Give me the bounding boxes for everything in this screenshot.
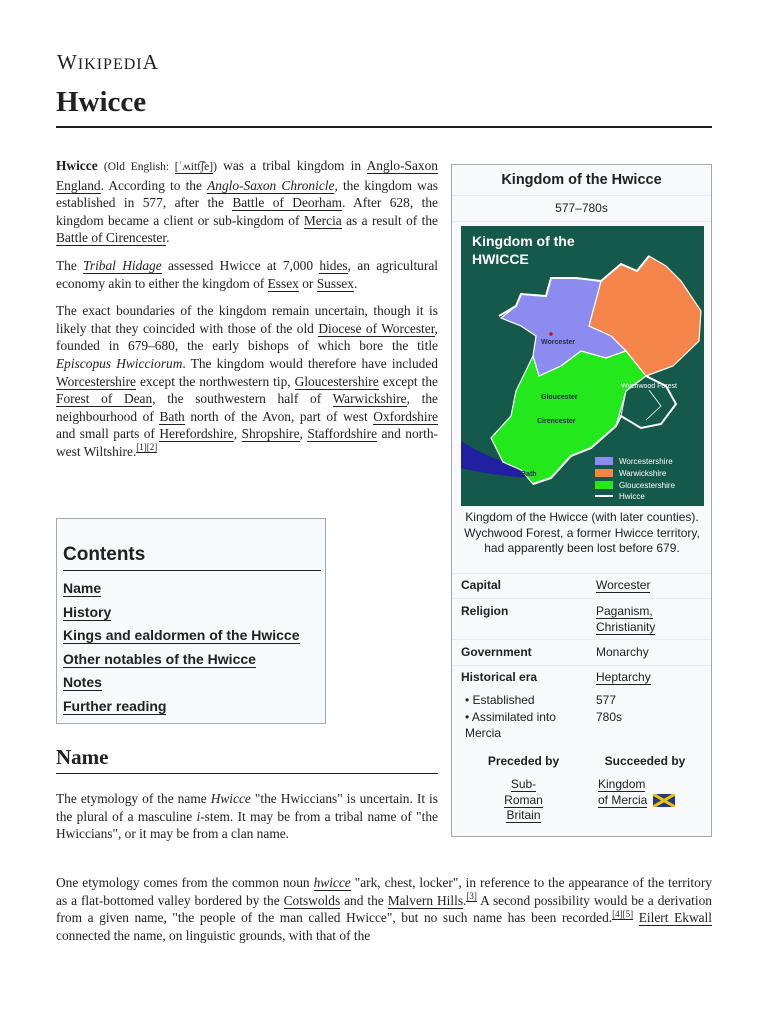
name-section-p2: One etymology comes from the common noun hwicce "ark, chest, locker", in reference to the appearance of the territory as a flat-bottomed valley bordered by the Cotswolds and the Malvern Hills.[3] A second possibility would be a derivation from a given name, "the people of the man called Hwicce", but no such name has been recorded.[4][5] Eilert Ekwall connected the name, on linguistic grounds, with that of the <box>56 875 712 943</box>
map-title-1: Kingdom of the <box>472 233 575 249</box>
link-shropshire[interactable]: Shropshire <box>241 426 300 442</box>
link-oxfordshire[interactable]: Oxfordshire <box>373 408 438 424</box>
term-name: Hwicce <box>56 158 98 173</box>
infobox-divider <box>452 573 711 574</box>
link-paganism[interactable]: Paganism, <box>596 604 653 618</box>
link-cotswolds[interactable]: Cotswolds <box>283 892 341 908</box>
toc-list <box>63 577 319 719</box>
legend-swatch-worcestershire <box>595 457 613 465</box>
link-anglo-saxon-england[interactable]: Anglo-Saxon England <box>56 158 439 193</box>
map-label-gloucester: Gloucester <box>541 394 578 401</box>
link-anglo-saxon-chronicle[interactable]: Anglo-Saxon Chronicle <box>207 177 335 193</box>
infobox-divider <box>452 221 711 222</box>
religion-label: Religion <box>461 604 509 618</box>
link-forest-of-dean[interactable]: Forest of Dean <box>56 391 153 407</box>
boundaries-paragraph: The exact boundaries of the kingdom remain uncertain, though it is likely that they coincided with those of the old Diocese of Worcester, founded in 679–680, the early bishops of which bore the title Episcopus Hwicciorum. The kingdom would therefore have included Worcestershire except the northwestern tip, Gloucestershire except the Forest of Dean, the southwestern half of Warwickshire, the neighbourhood of Bath north of the Avon, part of west Oxfordshire and small parts of Herefordshire, Shropshire, Staffordshire and north-west Wiltshire.[1][2] <box>56 303 438 459</box>
table-of-contents <box>56 518 326 724</box>
capital-label: Capital <box>461 578 502 592</box>
section-divider <box>56 773 438 774</box>
link-heptarchy[interactable]: Heptarchy <box>596 670 651 684</box>
succeeded-by-link[interactable]: Kingdom of Mercia <box>598 777 708 808</box>
legend-worcestershire: Worcestershire <box>619 457 673 466</box>
infobox-divider <box>452 598 711 599</box>
link-warwickshire[interactable]: Warwickshire <box>332 391 407 407</box>
ref-4[interactable]: [4] <box>612 908 623 919</box>
toc-item-notables[interactable]: Other notables of the Hwicce <box>63 650 256 667</box>
government-label: Government <box>461 645 532 659</box>
infobox <box>451 164 712 837</box>
ipa-link[interactable]: [ˈʍitt͡ʃe] <box>174 161 214 173</box>
legend-swatch-warwickshire <box>595 469 613 477</box>
toc-item-notes[interactable]: Notes <box>63 674 102 691</box>
hwicce-map[interactable] <box>461 226 704 506</box>
link-worcester[interactable]: Worcester <box>596 578 651 592</box>
intro-paragraph: Hwicce (Old English: [ˈʍitt͡ʃe]) was a tribal kingdom in Anglo-Saxon England. According to the Anglo-Saxon Chronicle, the kingdom was established in 577, after the Battle of Deorham. After 628, the kingdom became a client or sub-kingdom of Mercia as a result of the Battle of Cirencester. <box>56 158 439 246</box>
toc-item-kings[interactable]: Kings and ealdormen of the Hwicce <box>63 627 300 644</box>
legend-warwickshire: Warwickshire <box>619 469 667 478</box>
map-label-worcester: Worcester <box>541 339 576 346</box>
preceded-by-link[interactable]: Sub- Roman Britain <box>504 777 543 822</box>
infobox-divider <box>452 195 711 196</box>
title-divider <box>56 126 712 128</box>
link-malvern-hills[interactable]: Malvern Hills <box>387 892 464 908</box>
toc-title: Contents <box>63 544 321 571</box>
link-gloucestershire[interactable]: Gloucestershire <box>294 373 379 389</box>
link-hwicce-noun[interactable]: hwicce <box>313 875 351 890</box>
lang-label: Old English: <box>107 161 170 173</box>
map-label-cirencester: Cirencester <box>537 418 576 425</box>
link-staffordshire[interactable]: Staffordshire <box>307 426 378 442</box>
link-christianity[interactable]: Christianity <box>596 619 656 634</box>
link-herefordshire[interactable]: Herefordshire <box>159 426 234 442</box>
link-essex[interactable]: Essex <box>267 275 299 291</box>
toc-item-name[interactable]: Name <box>63 580 102 596</box>
legend-swatch-gloucestershire <box>595 481 613 489</box>
toc-item-history[interactable]: History <box>63 603 112 620</box>
legend-gloucestershire: Gloucestershire <box>619 481 676 490</box>
infobox-divider <box>452 665 711 666</box>
map-caption: Kingdom of the Hwicce (with later counties). Wychwood Forest, a former Hwicce territory, had apparently been lost before 679. <box>464 510 700 555</box>
ref-3[interactable]: [3] <box>466 891 477 902</box>
established-value: 577 <box>596 693 617 707</box>
map-title-2: HWICCE <box>472 251 529 267</box>
link-diocese-of-worcester[interactable]: Diocese of Worcester <box>318 320 435 336</box>
page-title: Hwicce <box>56 86 147 118</box>
episcopus-title: Episcopus Hwicciorum <box>56 355 183 371</box>
ref-1[interactable]: [1] <box>136 442 147 453</box>
link-battle-of-cirencester[interactable]: Battle of Cirencester <box>56 230 167 246</box>
link-sussex[interactable]: Sussex <box>316 275 354 291</box>
link-eilert-ekwall[interactable]: Eilert Ekwall <box>638 910 712 926</box>
established-label: • Established <box>465 693 535 707</box>
link-tribal-hidage[interactable]: Tribal Hidage <box>83 257 162 273</box>
succeeded-by-label: Succeeded by <box>604 754 686 768</box>
legend-hwicce: Hwicce <box>619 492 645 501</box>
mercia-flag-icon <box>653 794 675 807</box>
assimilated-value: 780s <box>596 710 623 724</box>
map-label-wychwood: Wychwood Forest <box>621 383 677 390</box>
map-worcester-dot <box>549 332 553 336</box>
link-hides[interactable]: hides <box>319 257 348 273</box>
ref-2[interactable]: [2] <box>146 442 158 453</box>
government-value: Monarchy <box>596 645 649 659</box>
assimilated-label: • Assimilated into Mercia <box>465 710 556 740</box>
era-label: Historical era <box>461 670 538 684</box>
infobox-title: Kingdom of the Hwicce <box>501 172 662 188</box>
name-section-p1: The etymology of the name Hwicce "the Hwiccians" is uncertain. It is the plural of a masculine i-stem. It may be from a tribal name of "the Hwiccians", or it may be from a clan name. <box>56 791 439 842</box>
infobox-divider <box>452 639 711 640</box>
link-bath[interactable]: Bath <box>159 408 185 424</box>
section-heading-name: Name <box>56 745 109 769</box>
infobox-dates: 577–780s <box>555 201 608 215</box>
wikipedia-logo[interactable]: WIKIPEDIA <box>57 50 159 74</box>
map-label-bath: Bath <box>521 471 537 478</box>
preceded-by-label: Preceded by <box>487 754 560 768</box>
ref-5[interactable]: [5] <box>622 908 634 919</box>
toc-item-further-reading[interactable]: Further reading <box>63 697 167 714</box>
link-worcestershire[interactable]: Worcestershire <box>56 373 136 389</box>
article-lead <box>56 157 438 471</box>
link-mercia[interactable]: Mercia <box>303 212 342 228</box>
link-battle-of-deorham[interactable]: Battle of Deorham <box>232 195 343 211</box>
hidage-paragraph: The Tribal Hidage assessed Hwicce at 7,000 hides, an agricultural economy akin to either the kingdom of Essex or Sussex. <box>56 257 438 291</box>
